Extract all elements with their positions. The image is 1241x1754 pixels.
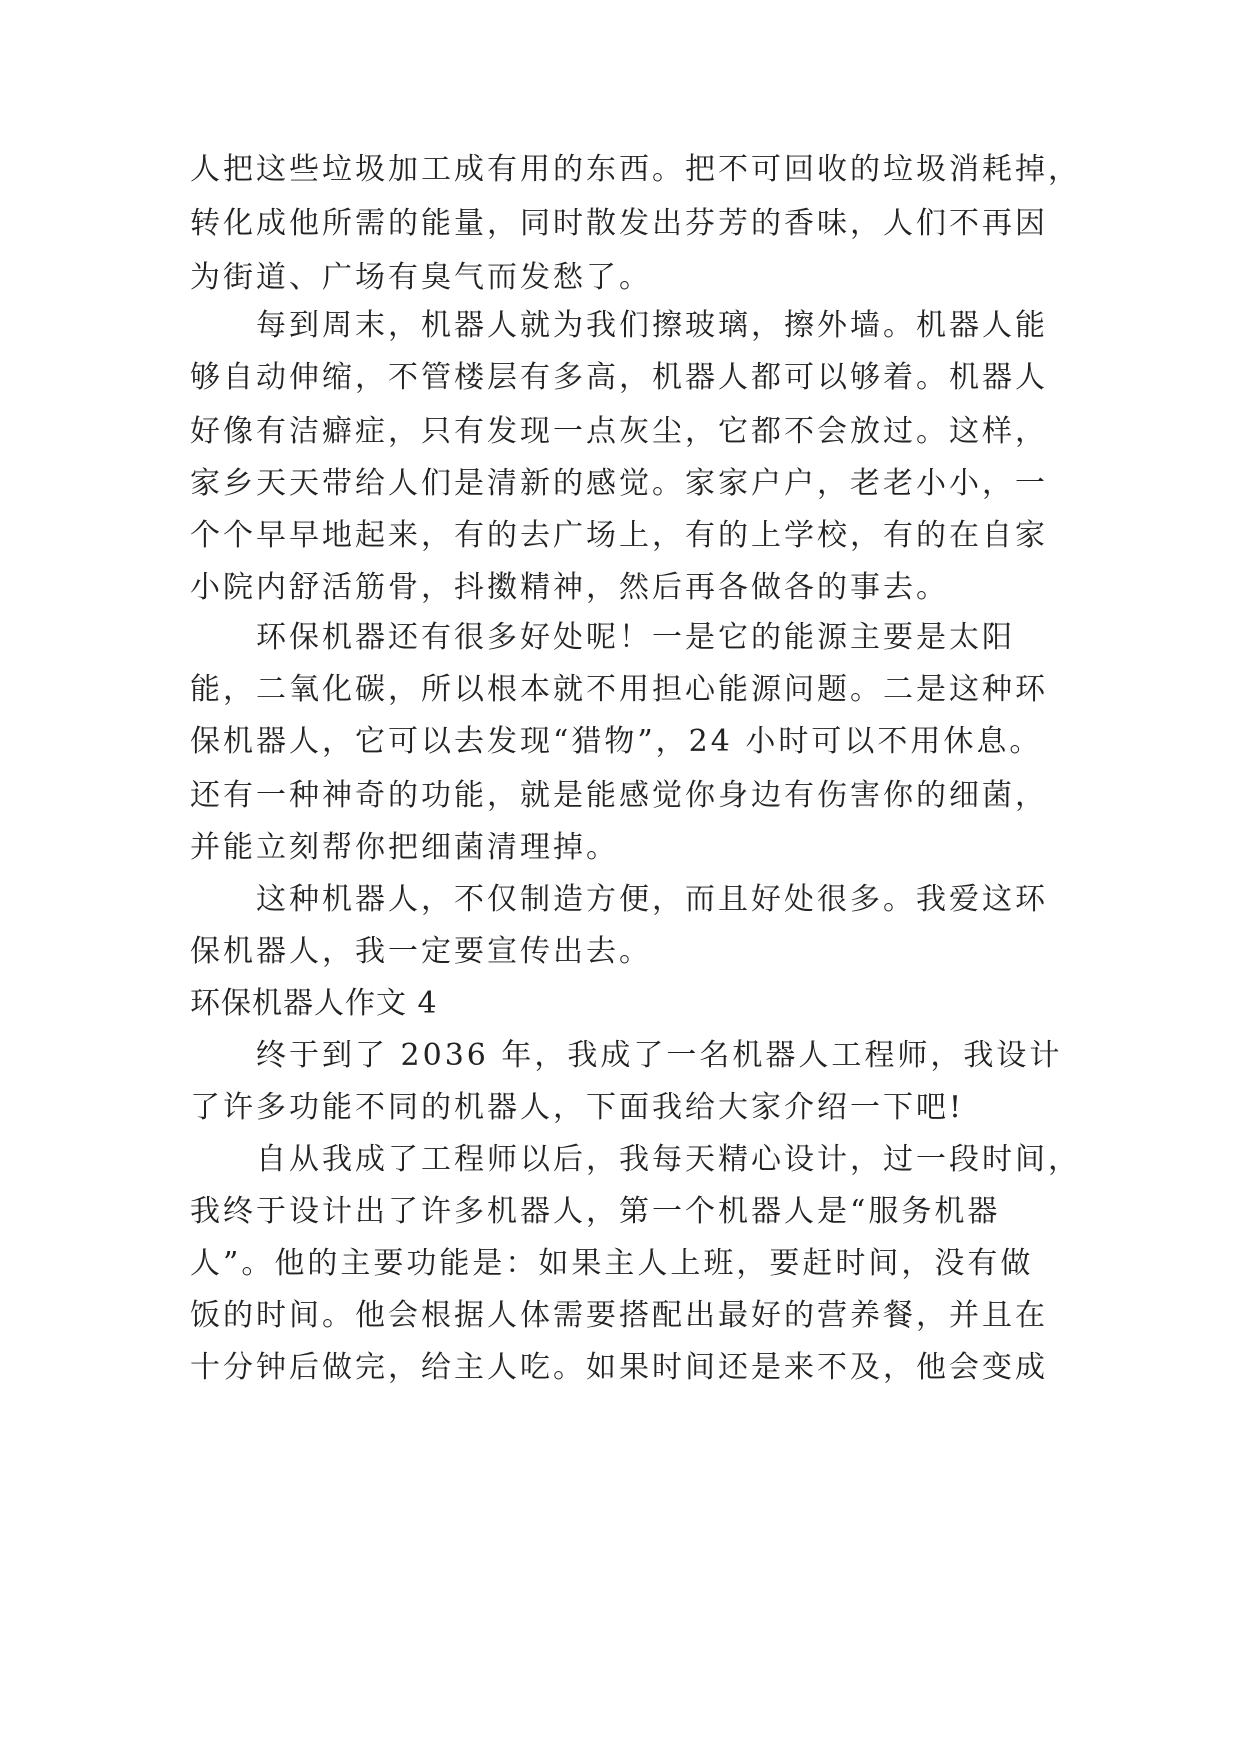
body-line: 个个早早地起来，有的去广场上，有的上学校，有的在自家 bbox=[190, 518, 1048, 553]
body-line: 够自动伸缩，不管楼层有多高，机器人都可以够着。机器人 bbox=[190, 360, 1048, 395]
section-heading: 环保机器人作文 4 bbox=[190, 986, 438, 1021]
body-line: 保机器人，它可以去发现“猎物”，24 小时可以不用休息。 bbox=[190, 724, 1043, 759]
body-line: 转化成他所需的能量，同时散发出芬芳的香味，人们不再因 bbox=[190, 206, 1048, 241]
body-line: 好像有洁癖症，只有发现一点灰尘，它都不会放过。这样， bbox=[190, 414, 1048, 449]
body-line: 十分钟后做完，给主人吃。如果时间还是来不及，他会变成 bbox=[190, 1350, 1048, 1385]
body-line: 家乡天天带给人们是清新的感觉。家家户户，老老小小，一 bbox=[190, 466, 1048, 501]
body-line: 小院内舒活筋骨，抖擞精神，然后再各做各的事去。 bbox=[190, 570, 949, 605]
body-line: 还有一种神奇的功能，就是能感觉你身边有伤害你的细菌， bbox=[190, 778, 1048, 813]
body-line: 我终于设计出了许多机器人，第一个机器人是“服务机器 bbox=[190, 1194, 1001, 1229]
paragraph-first-line: 终于到了 2036 年，我成了一名机器人工程师，我设计 bbox=[256, 1038, 1063, 1073]
paragraph-first-line: 每到周末，机器人就为我们擦玻璃，擦外墙。机器人能 bbox=[256, 308, 1048, 343]
body-line: 能，二氧化碳，所以根本就不用担心能源问题。二是这种环 bbox=[190, 672, 1048, 707]
body-line: 人把这些垃圾加工成有用的东西。把不可回收的垃圾消耗掉， bbox=[190, 152, 1081, 187]
body-line: 人”。他的主要功能是：如果主人上班，要赶时间，没有做 bbox=[190, 1246, 1034, 1281]
body-line: 了许多功能不同的机器人，下面我给大家介绍一下吧! bbox=[190, 1090, 965, 1125]
body-line: 并能立刻帮你把细菌清理掉。 bbox=[190, 830, 619, 865]
body-line: 饭的时间。他会根据人体需要搭配出最好的营养餐，并且在 bbox=[190, 1298, 1048, 1333]
body-line: 为街道、广场有臭气而发愁了。 bbox=[190, 260, 652, 295]
paragraph-first-line: 自从我成了工程师以后，我每天精心设计，过一段时间， bbox=[256, 1142, 1081, 1177]
body-line: 保机器人，我一定要宣传出去。 bbox=[190, 934, 652, 969]
paragraph-first-line: 这种机器人，不仅制造方便，而且好处很多。我爱这环 bbox=[256, 882, 1048, 917]
paragraph-first-line: 环保机器还有很多好处呢！一是它的能源主要是太阳 bbox=[256, 620, 1015, 655]
